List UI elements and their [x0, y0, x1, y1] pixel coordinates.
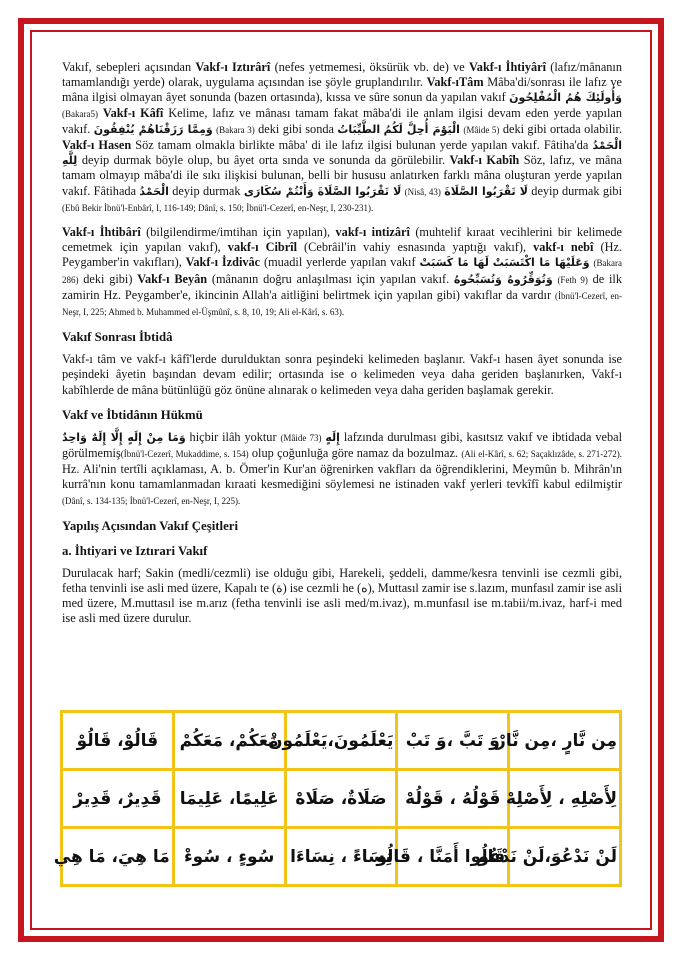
table-cell: عَلِيمًا، عَلِيمَا	[173, 770, 285, 828]
table-cell: مَعَكُمْ، مَعَكُمْ	[173, 712, 285, 770]
table-cell: نِسَاءً ، نِسَاءَا	[285, 828, 397, 886]
table-cell: قَوْلُهُ ، قَوْلُهْ	[397, 770, 509, 828]
table-cell: وَ تَبَّ ،وَ تَبْ	[397, 712, 509, 770]
text: Söz, lafız, ve mâna tamam olmayıp mâba'di ile sıkı ilişkisi bulunan, belli bir hususu anlatırken farklı mâna oluşturan yerde yapılan vakıf. Fâtihada	[62, 153, 622, 198]
paragraph-ibtida: Vakf-ı tâm ve vakf-ı kâfî'lerde durulduktan sonra peşindeki kelimeden başlanır. Vakf-ı hasen âyet sonunda ise peşindeki âyetin başından devam edilir; ortasında ise o kelimeden veya daha geriden başlanırken, Vakf-ı kabîhlerde de mâna bütünlüğü göz önüne alınarak o kelimeden veya daha geriden başlamak gerekir.	[62, 352, 622, 397]
text: olup çoğunluğa göre namaz da bozulmaz.	[248, 446, 462, 461]
term-kabih: Vakf-ı Kabîh	[449, 153, 520, 168]
text: (muadil yerlerde yapılan vakıf	[260, 255, 420, 270]
term-hasen: Vakf-ı Hasen	[62, 138, 132, 153]
paragraph-other-vakifs	[62, 225, 622, 320]
text: de ilk zamirin Hz. Peygamber'e, ikincinin Allah'a aitliğini belirtmek için yapılan gibi) vakıflar da vardır	[62, 271, 622, 302]
text: Vakıf, sebepleri açısından	[62, 60, 196, 74]
text: (bilgilendirme/imtihan için yapılan),	[140, 225, 336, 240]
text: (lafız/mânanın tamamlandığı yerde) olarak, uygulama açısından ise şöyle gruplandırılır.	[62, 60, 622, 90]
arabic-quote: الطَّيِّبَاتُ	[337, 122, 381, 136]
arabic-quote: لَا تَقْرَبُوا الصَّلَاةَ وَأَنْتُمْ سُكَارَى	[243, 184, 402, 198]
table-row	[62, 828, 621, 886]
table-cell: لِأَصْلِهِ ، لِأَصْلِهْ	[509, 770, 621, 828]
term-kafi: Vakf-ı Kâfî	[102, 105, 164, 120]
term-ihtiyari: Vakf-ı İhtiyârî	[469, 60, 546, 74]
text: Mâba'di/sonrası ile lafız ve mâna ilgisi olmayan âyet sonunda (bazen ortasında), kıssa ve sûre sonun da yapılan vakıf	[62, 75, 622, 105]
heading-ihtiyari-iztirari: a. İhtiyari ve Iztırari Vakıf	[62, 543, 208, 558]
term-iztirari: Vakf-ı Iztırârî	[195, 60, 271, 74]
table-cell: يَعْلَمُونَ،يَعْلَمُونْ	[285, 712, 397, 770]
reference: (Bakara 3)	[216, 124, 255, 135]
examples-table	[53, 710, 622, 887]
arabic-quote: وَتُوَقِّرُوهُ وَتُسَبِّحُوهُ	[453, 272, 553, 286]
table-cell: قَدِيرٌ، قَدِيرْ	[62, 770, 174, 828]
paragraph-durulacak-harf: Durulacak harf; Sakin (medli/cezmli) ise olduğu gibi, Harekeli, şeddeli, damme/kesra tenvinli ise cezmli gibi, fetha tenvinli ise asli med üzere, Kapalı te (ة) ise cezmli he (ه), Muttasıl zamir ise s.lazım, munfasıl zamir ise asli med üzere, M.muttasıl ise m.arız (fetha tenvinli ise asli med/m.ivaz), m.munfasıl ise m.tabii/m.ivaz, harf-i med ise asli med üzere durulur.	[62, 565, 622, 626]
text: deyip durmak gibi	[527, 183, 622, 198]
arabic-quote: وَمَا مِنْ إِلَهٍ إِلَّا إِلَهٌ وَاحِدٌ	[62, 430, 186, 444]
reference: (İbnü'l-Cezerî, Mukaddime, s. 154)	[120, 449, 249, 460]
text: deyip durmak böyle olup, bu âyet orta sında ve sonunda da görülebilir.	[77, 153, 450, 168]
arabic-quote: الْحَمْدُ لِلَّهِ	[62, 139, 623, 168]
text: (Cebrâil'in vahiy esnasında yaptığı vakıf),	[297, 240, 534, 255]
term-cibril: vakf-ı Cibrîl	[227, 240, 298, 255]
table-cell: مَا هِيَ، مَا هِي	[62, 828, 174, 886]
text: (mânanın doğru anlaşılması için yapılan vakıf.	[207, 271, 454, 286]
arabic-quote: لَهَا مَا كَسَبَتْ	[419, 256, 489, 270]
document-body	[62, 60, 622, 636]
reference: (Mâide 73)	[280, 432, 322, 443]
table-cell: سُوءٍ ، سُوءْ	[173, 828, 285, 886]
table-cell: قَالُوا أَمَنَّا ، قَالُو	[397, 828, 509, 886]
heading-ibtida: Vakıf Sonrası İbtidâ	[62, 330, 173, 345]
arabic-quote: إِلَهٍ	[325, 430, 340, 444]
table-row	[62, 770, 621, 828]
arabic-quote: الْحَمْدُ	[139, 184, 169, 198]
text: Hz. Ali'nin tertîli açıklaması, A. b. Ömer'in Kur'an öğrenirken vakfları da öğrendiklerini, Meymûn b. Mihrân'ın kurrâ'nın konu tamamlanmadan kıraati kesmediğini söylemesi ne istinaden vakf yerleri tevkîfî kabul edilmiştir	[62, 462, 622, 492]
text: deyip durmak	[168, 183, 244, 198]
term-intizari: vakf-ı intizârî	[335, 225, 410, 240]
term-ihtibari: Vakf-ı İhtibârî	[62, 225, 141, 240]
text: deki gibi sonda	[254, 121, 338, 136]
term-izdivac: Vakf-ı İzdivâc	[185, 255, 261, 270]
arabic-quote: الْيَوْمَ أُحِلَّ لَكُمُ	[383, 122, 460, 136]
table-row	[62, 712, 621, 770]
text: Kelime, lafız ve mânası tamam fakat mâba'di ile anlam ilgisi devam eden yerde yapılan vakıf.	[62, 105, 622, 136]
paragraph-vakif-types	[62, 60, 622, 216]
table-cell: لَنْ نَدْعُوَ،لَنْ نَدْعُو	[509, 828, 621, 886]
paragraph-hukum	[62, 430, 622, 509]
reference: (Feth 9)	[557, 274, 588, 285]
reference: (Ebû Bekir İbnü'l-Enbârî, I, 116-149; Dânî, s. 150; İbnü'l-Cezerî, en-Neşr, I, 230-231).	[62, 202, 374, 213]
reference: (Nisâ, 43)	[404, 186, 441, 197]
heading-hukum: Vakf ve İbtidânın Hükmü	[62, 407, 203, 422]
text: (Hz. Peygamber'in vakıfları),	[62, 240, 622, 270]
term-tam: Vakf-ıTâm	[426, 75, 484, 90]
text: lafzında durulması gibi, kasıtsız vakıf ve ibtidada vebal görülmemiş	[62, 429, 622, 461]
reference: (İbnü'l-Cezerî, en-Neşr, I, 225; Ahmed b. Muhammed el-Üşmûnî, s. 8, 10, 19; Ali el-Kârî, s. 63).	[62, 290, 622, 318]
table-cell: صَلَاةٌ، صَلَاهْ	[285, 770, 397, 828]
reference: (Bakara5)	[62, 108, 98, 119]
term-nebi: vakf-ı nebî	[533, 240, 594, 255]
table-cell: مِن نَّارٍ ،مِن نَّارْ	[509, 712, 621, 770]
text: (muhtelif kıraat vecihlerini bir kelimede cemetmek için yapılan vakıf),	[62, 225, 623, 255]
table-cell: قَالُوْ، قَالُوْ	[62, 712, 174, 770]
arabic-quote: لَا تَقْرَبُوا الصَّلَاةَ	[444, 184, 528, 198]
reference: (Ali el-Kârî, s. 62; Saçaklızâde, s. 271-272).	[461, 449, 622, 460]
reference: (Dânî, s. 134-135; İbnü'l-Cezerî, en-Neşr, I, 225).	[62, 495, 241, 506]
term-beyan: Vakf-ı Beyân	[137, 271, 208, 286]
reference: (Bakara 286)	[62, 258, 622, 285]
text: (nefes yetmemesi, öksürük vb. de) ve	[270, 60, 470, 74]
text: deki gibi ortada olabilir.	[499, 121, 623, 136]
heading-yapilis: Yapılış Açısından Vakıf Çeşitleri	[62, 518, 238, 533]
arabic-quote: وَعَلَيْهَا مَا اكْتَسَبَتْ	[492, 256, 590, 270]
text: deki gibi)	[78, 271, 138, 286]
text: hiçbir ilâh yoktur	[185, 429, 281, 444]
text: Söz tamam olmakla birlikte mâba' di ile lafız ilgisi bulunan yerde yapılan vakıf. Fâtiha'da	[131, 138, 593, 153]
reference: (Mâide 5)	[463, 124, 500, 135]
arabic-quote: وَأُولَئِكَ هُمُ الْمُفْلِحُونَ	[509, 91, 622, 105]
arabic-quote: وَمِمَّا رَزَقْنَاهُمْ يُنْفِقُونَ	[93, 122, 213, 136]
